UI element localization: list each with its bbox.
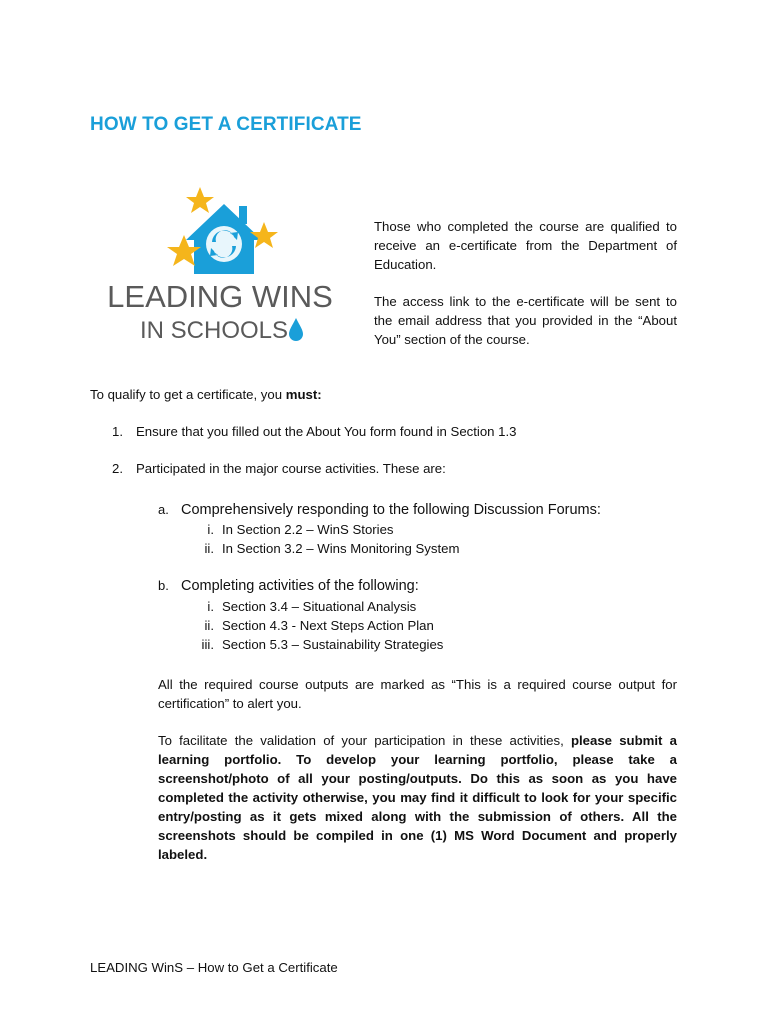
logo-line1: LEADING WINS — [107, 279, 333, 314]
page-title: HOW TO GET A CERTIFICATE — [90, 114, 362, 135]
requirement-item: 1. Ensure that you filled out the About You form found in Section 1.3 — [112, 424, 517, 439]
validation-instructions: To facilitate the validation of your participation in these activities, please submit a learning portfolio. To develop your learning portfolio, please take a screenshot/photo of all your posting/outputs. Do this as soon as you have completed the activity otherwise, you may find it difficult to look for your specific entry/posting as it gets mixed along with the submission of others. All the screenshots should be compiled in one (1) MS Word Document and properly labeled. — [158, 733, 677, 862]
star-icon — [186, 187, 214, 213]
intro-paragraph: The access link to the e-certificate will be sent to the email address that you provided in the “About You” section of the course. — [374, 294, 677, 347]
page-footer: LEADING WinS – How to Get a Certificate — [90, 960, 338, 975]
intro-text — [374, 217, 677, 367]
intro-paragraph: Those who completed the course are qualified to receive an e-certificate from the Department of Education. — [374, 219, 677, 272]
leading-wins-logo — [96, 180, 356, 350]
star-icon — [250, 222, 278, 248]
water-drop-icon — [289, 318, 303, 341]
qualify-statement: To qualify to get a certificate, you must: — [90, 387, 322, 402]
requirement-item: 2. Participated in the major course activities. These are: — [112, 461, 446, 476]
activity-group: b. Completing activities of the following: — [158, 578, 419, 594]
required-output-note: All the required course outputs are marked as “This is a required course output for certification” to alert you. — [158, 677, 677, 711]
house-icon — [186, 204, 262, 274]
logo-line2: IN SCHOOLS — [139, 317, 289, 344]
activity-group: a. Comprehensively responding to the following Discussion Forums: — [158, 502, 601, 518]
